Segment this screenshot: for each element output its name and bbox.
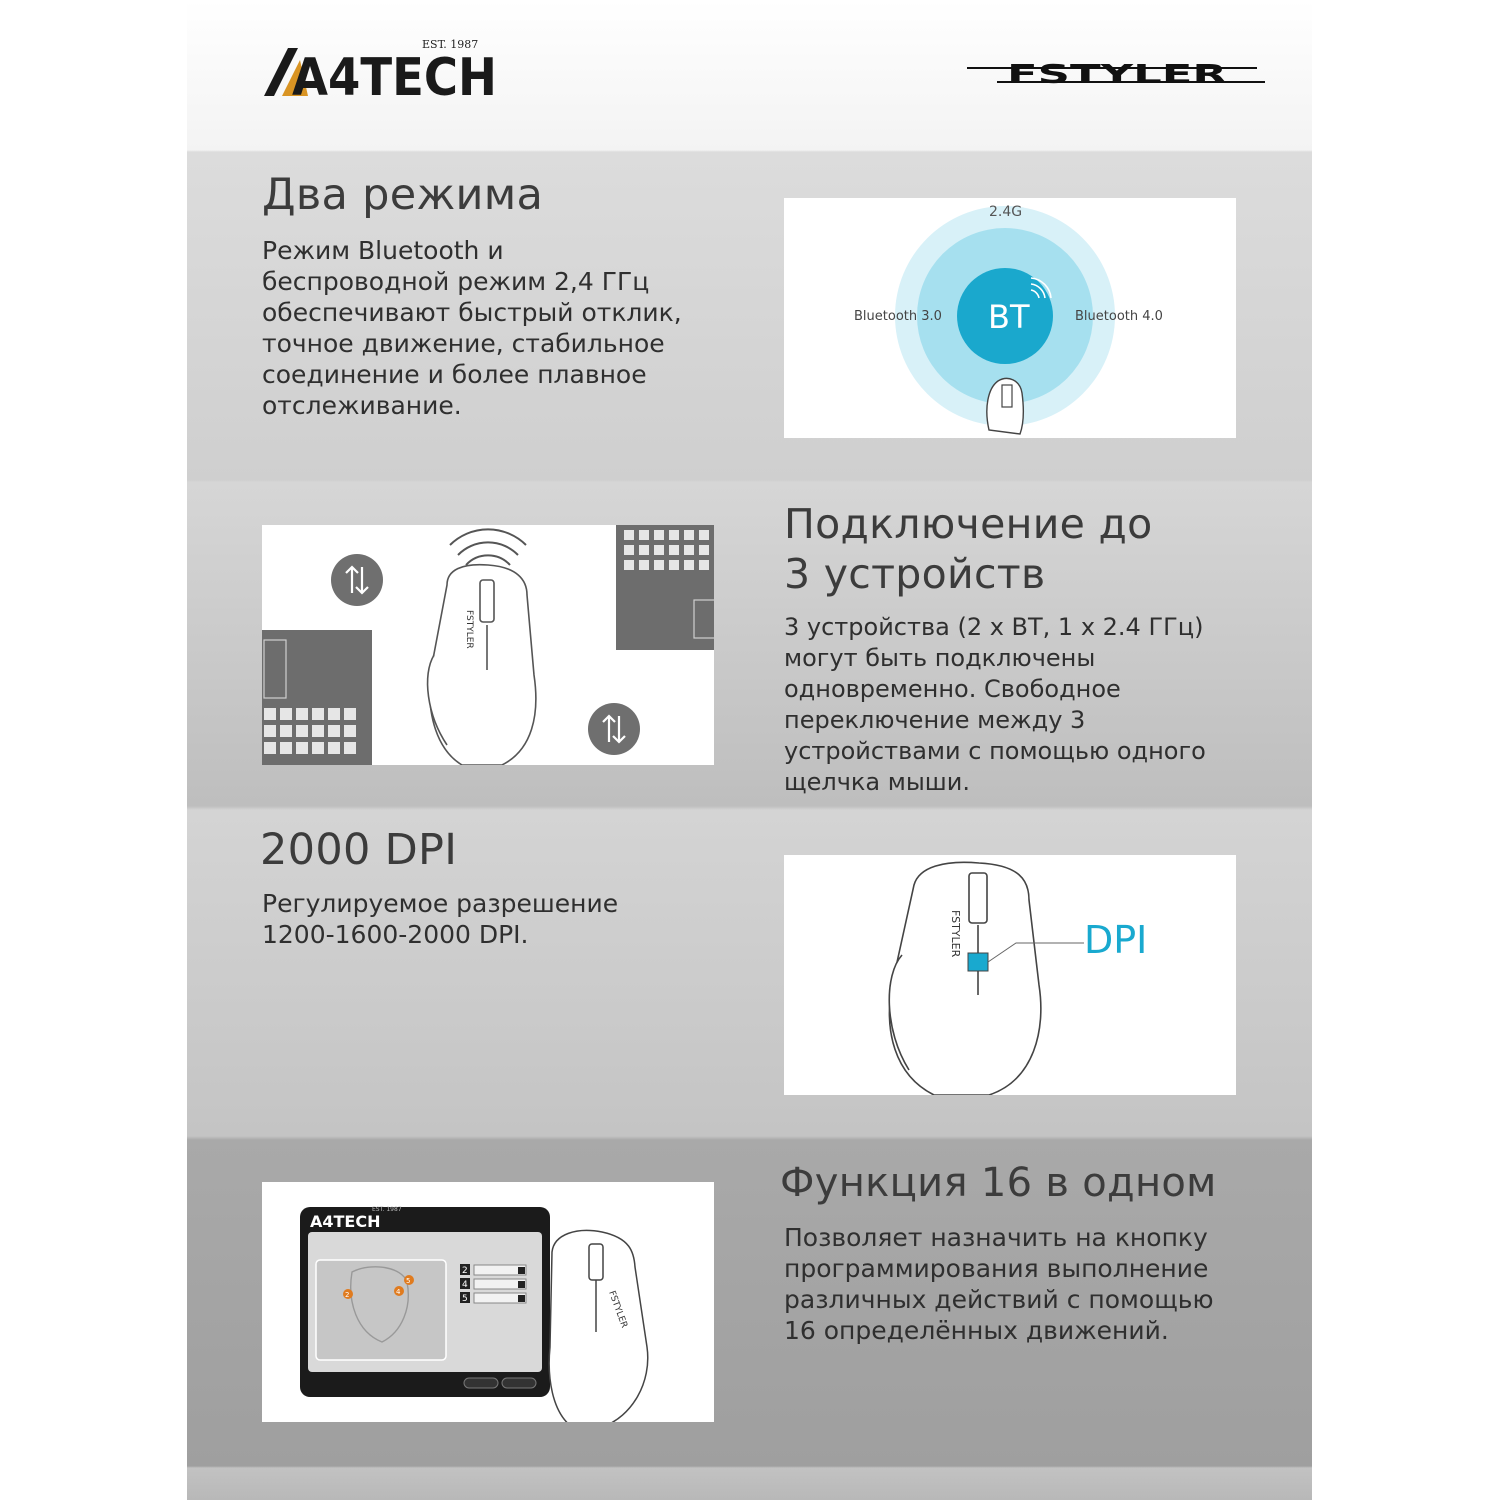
wireless-modes-image	[784, 198, 1236, 438]
switch-arrows-icon	[331, 554, 383, 606]
svg-text:FSTYLER: FSTYLER	[464, 610, 474, 649]
slot-label: 5	[462, 1294, 468, 1304]
label-2-4g: 2.4G	[989, 204, 1023, 220]
logo-established-year: EST. 1987	[422, 38, 479, 51]
section-body-two-modes: Режим Bluetooth и беспроводной режим 2,4 ГГц обеспечивают быстрый отклик, точное движение, стабильное соединение и более плавное отслеживание.	[262, 236, 682, 420]
section-body-dpi: Регулируемое разрешение 1200-1600-2000 DPI.	[262, 889, 619, 949]
section-body-three-devices: 3 устройства (2 x BT, 1 x 2.4 ГГц) могут быть подключены одновременно. Свободное переключение между 3 устройствами с помощью одного щелчка мыши.	[784, 613, 1206, 796]
dpi-label: DPI	[1084, 918, 1148, 962]
section-title-three-devices-line1: Подключение до	[784, 500, 1153, 548]
fstyler-brand-logo	[967, 52, 1267, 92]
product-column	[187, 0, 1312, 1500]
slot-label: 4	[462, 1280, 468, 1290]
mouse-icon	[889, 862, 1041, 1095]
section-title-16in1: Функция 16 в одном	[780, 1160, 1217, 1206]
software-16in1-image	[262, 1182, 714, 1422]
svg-text:4: 4	[396, 1288, 401, 1296]
mouse-icon	[428, 565, 536, 765]
dpi-button	[968, 953, 988, 971]
svg-text:2: 2	[345, 1291, 350, 1299]
svg-text:5: 5	[406, 1277, 411, 1285]
switch-arrows-icon	[588, 703, 640, 755]
laptop-keyboard-icon	[262, 630, 372, 765]
multi-device-image	[262, 525, 714, 765]
tablet-keyboard-icon	[616, 525, 714, 650]
slot-label: 2	[462, 1266, 468, 1276]
svg-text:FSTYLER: FSTYLER	[1007, 60, 1227, 90]
software-logo-est: EST. 1987	[372, 1206, 402, 1213]
mouse-icon	[987, 378, 1023, 434]
software-logo: A4TECH	[310, 1212, 381, 1231]
svg-text:FSTYLER: FSTYLER	[949, 910, 962, 958]
section-title-three-devices-line2: 3 устройств	[784, 550, 1046, 598]
dpi-mouse-graphic	[784, 855, 1236, 1095]
multi-device-graphic	[262, 525, 714, 765]
section-body-16in1: Позволяет назначить на кнопку программирования выполнение различных действий с помощью 16 определённых движений.	[784, 1223, 1214, 1345]
wireless-signal-icon	[450, 529, 526, 565]
header	[187, 0, 1312, 150]
mouse-icon	[549, 1230, 648, 1422]
label-bluetooth-4: Bluetooth 4.0	[1075, 309, 1163, 324]
section-title-dpi: 2000 DPI	[260, 825, 458, 875]
dpi-button-image	[784, 855, 1236, 1095]
software-window	[300, 1207, 550, 1397]
svg-text:FSTYLER: FSTYLER	[606, 1289, 629, 1330]
svg-text:A4TECH: A4TECH	[292, 48, 497, 108]
section-title-two-modes: Два режима	[262, 170, 544, 220]
label-bluetooth-3: Bluetooth 3.0	[854, 309, 942, 324]
label-bt: BT	[988, 298, 1030, 336]
